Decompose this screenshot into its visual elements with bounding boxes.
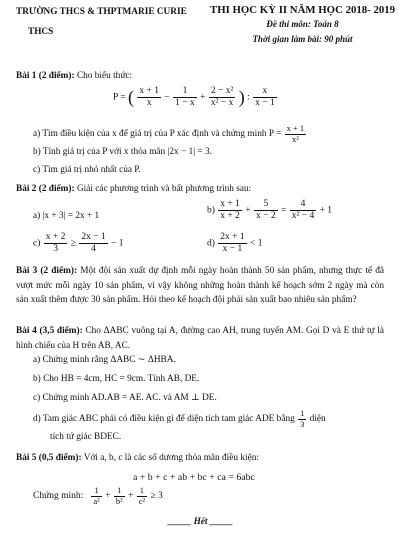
bai1-part-b: b) Tính giá trị của P với x thỏa mãn |2x − 1| = 3. xyxy=(33,147,212,157)
bai3: Bài 3 (2 điểm): Một đội sản xuất dự định mỗi ngày hoàn thành 50 sản phẩm, nhưng thực tế đã vượt mức mỗi ngày 10 sản phẩm, vì vậy không những hoàn thành kế hoạch sớm 2 ngày mà còn sản xuất thêm được 30 sản phẩm. Hỏi theo kế hoạch đội phải sản xuất bao nhiêu sản phẩm? xyxy=(16,266,384,305)
exam-header xyxy=(210,4,395,44)
bai2-heading: Bài 2 (2 điểm): xyxy=(16,184,75,194)
bai4-intro: Bài 4 (3,5 điểm): Cho ΔABC vuông tại A, đường cao AH, trung tuyến AM. Gọi D và E thứ tự là hình chiếu của H trên AB, AC. xyxy=(16,326,384,351)
bai2-part-a: a) |x + 3| = 2x + 1 xyxy=(33,211,100,221)
fraction: $\frac{1}{\text{b²}}$ xyxy=(115,485,123,506)
fraction: $\frac{1}{1 - x}$ xyxy=(175,86,195,108)
bai1-intro: Bài 1 (2 điểm): Cho biểu thức: xyxy=(16,71,133,81)
bai1-part-c: c) Tìm giá trị nhỏ nhất của P. xyxy=(33,165,141,175)
fraction: $\frac{4}{\text{x² − 4}}$ xyxy=(291,199,315,221)
bai4-heading: Bài 4 (3,5 điểm): xyxy=(16,326,83,336)
fraction: $\frac{x + 1}{\text{x²}}$ xyxy=(286,123,305,144)
school-header xyxy=(16,7,187,37)
fraction: $\frac{x}{x - 1}$ xyxy=(255,86,275,108)
bai5-heading: Bài 5 (0,5 điểm): xyxy=(16,453,82,463)
bai2-part-d: d) $\frac{2x + 1}{x - 1}$ < 1 xyxy=(207,232,263,254)
fraction: $\frac{5}{x - 2}$ xyxy=(256,199,276,221)
bai5-condition: a + b + c + ab + bc + ca = 6abc xyxy=(133,472,255,483)
fraction: $\frac{1}{\text{a²}}$ xyxy=(93,485,100,506)
bai5-prove: Chứng minh: $\frac{1}{\text{a²}}$ + $\frac{1}{\text{b²}}$ + $\frac{1}{\text{c²}}$ ≥ 3 xyxy=(33,485,163,506)
bai4-part-b: b) Cho HB = 4cm, HC = 9cm. Tính AB, DE. xyxy=(33,374,200,384)
fraction: $\frac{\text{2 − x²}}{\text{x² − x}}$ xyxy=(210,86,234,108)
fraction: $\frac{x + 1}{x + 2}$ xyxy=(220,199,240,221)
fraction: $\frac{1}{\text{c²}}$ xyxy=(138,485,146,506)
fraction: $\frac{2x - 1}{4}$ xyxy=(81,232,106,254)
bai2-part-c: c) $\frac{x + 2}{3}$ ≥ $\frac{2x - 1}{4}$ − 1 xyxy=(33,232,124,254)
fraction: $\frac{x + 2}{3}$ xyxy=(45,232,66,254)
bai2-intro: Bài 2 (2 điểm): Giải các phương trình và bất phương trình sau: xyxy=(16,184,252,194)
school-name: TRƯỜNG THCS & THPTMARIE CURIE xyxy=(16,7,187,17)
end-marker: _____ Hết _____ xyxy=(168,517,234,527)
bai2-part-b: b) $\frac{x + 1}{x + 2}$ + $\frac{5}{x - 2}$ = $\frac{4}{\text{x² − 4}}$ + 1 xyxy=(207,199,333,221)
fraction: $\frac{x + 1}{x}$ xyxy=(139,86,160,108)
bai3-heading: Bài 3 (2 điểm): xyxy=(16,266,78,276)
bai4-part-a: a) Chứng minh rằng ΔABC ∼ ΔHBA. xyxy=(33,355,176,365)
bai5-intro: Bài 5 (0,5 điểm): Với a, b, c là các số dương thỏa mãn điều kiện: xyxy=(16,453,259,463)
exam-title: THI HỌC KỲ II NĂM HỌC 2018- 2019 xyxy=(210,4,396,16)
fraction: $\frac{2x + 1}{x - 1}$ xyxy=(220,232,245,254)
bai1-formula: P = ( $\frac{x + 1}{x}$ − $\frac{1}{1 - x}$ + $\frac{\text{2 − x²}}{\text{x² − x}}$ ) : $\frac{x}{x - 1}$ xyxy=(113,86,275,108)
bai1-part-a: a) Tìm điều kiện của x để giá trị của P xác định và chứng minh P = $\frac{x + 1}{\text{x²}}$ xyxy=(33,123,305,144)
bai1-heading: Bài 1 (2 điểm): xyxy=(16,71,75,81)
school-level: THCS xyxy=(28,27,54,37)
exam-duration: Thời gian làm bài: 90 phút xyxy=(252,34,353,44)
fraction: $\frac{1}{3}$ xyxy=(300,408,305,429)
bai4-part-d-cont: tích tứ giác BDEC. xyxy=(50,432,122,442)
bai4-part-d: d) Tam giác ABC phải có điều kiện gì để diện tích tam giác ADE bằng $\frac{1}{3}$ diện xyxy=(33,408,326,429)
exam-subject: Đề thi môn: Toán 8 xyxy=(266,19,339,29)
bai4-part-c: c) Chứng minh AD.AB = AE. AC. và AM ⊥ DE. xyxy=(33,393,217,403)
